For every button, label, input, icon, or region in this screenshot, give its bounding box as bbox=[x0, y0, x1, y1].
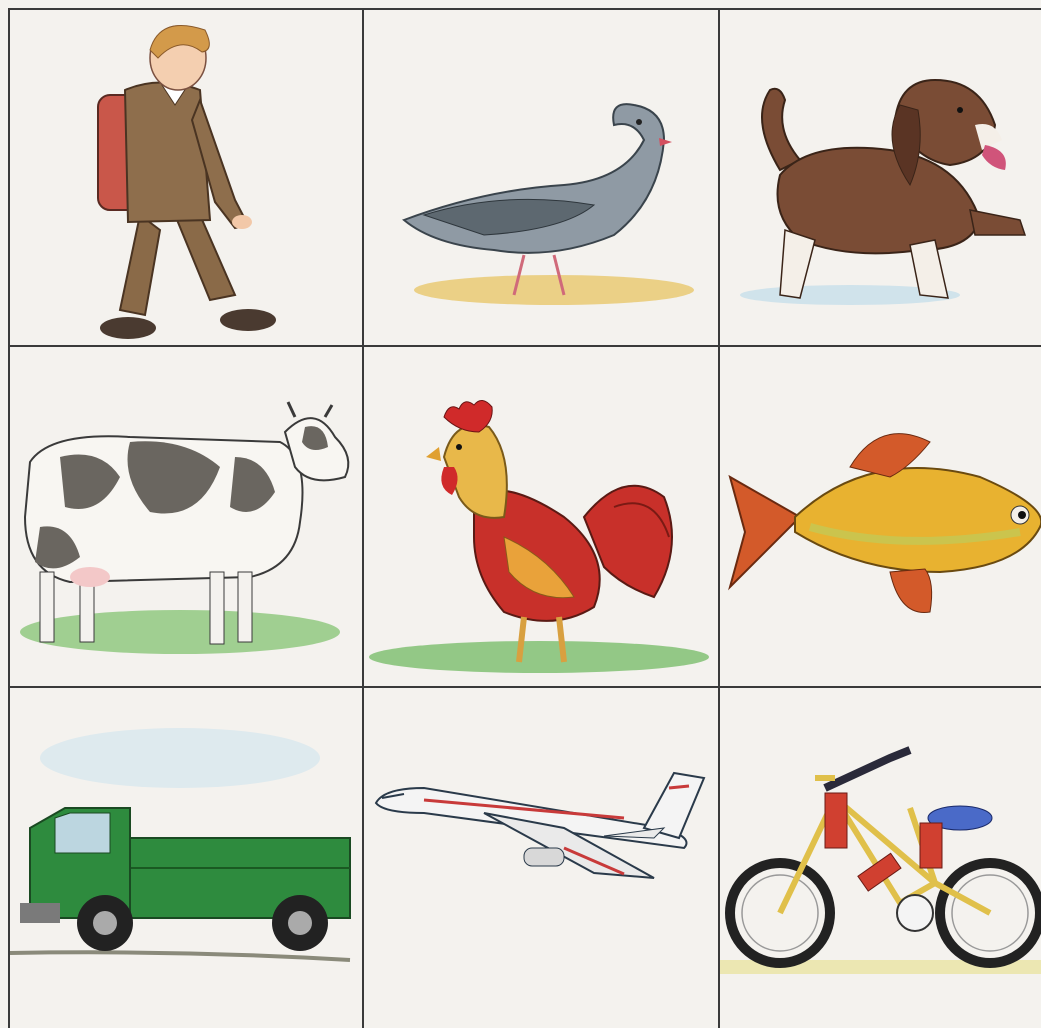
schoolboy-illustration bbox=[10, 10, 362, 345]
rooster-illustration bbox=[364, 347, 718, 686]
fish-illustration bbox=[720, 347, 1041, 686]
dog-illustration bbox=[720, 10, 1041, 345]
bicycle-illustration bbox=[720, 688, 1041, 1028]
cell-bicycle bbox=[720, 688, 1041, 1028]
cell-truck bbox=[10, 688, 362, 1028]
cell-cow bbox=[10, 347, 362, 686]
cell-fish bbox=[720, 347, 1041, 686]
cow-illustration bbox=[10, 347, 362, 686]
cell-pigeon bbox=[364, 10, 718, 345]
cell-boy bbox=[10, 10, 362, 345]
cell-airplane bbox=[364, 688, 718, 1028]
airplane-illustration bbox=[364, 688, 718, 1028]
truck-illustration bbox=[10, 688, 362, 1028]
cell-rooster bbox=[364, 347, 718, 686]
cell-dog bbox=[720, 10, 1041, 345]
pigeon-illustration bbox=[364, 10, 718, 345]
